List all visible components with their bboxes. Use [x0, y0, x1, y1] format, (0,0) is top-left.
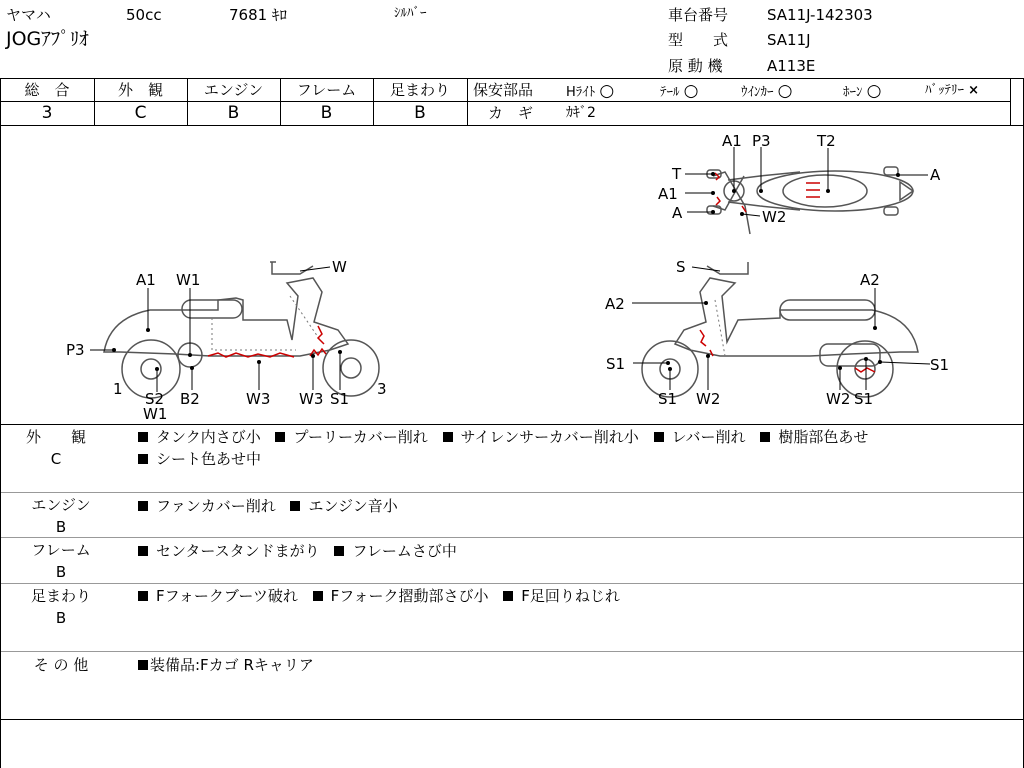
- diagram-label: P3: [66, 341, 85, 359]
- defect-row: [138, 495, 408, 517]
- type-label: 型 式: [668, 31, 729, 49]
- defect-grade-suspension: B: [55, 609, 67, 627]
- divider: [0, 78, 1024, 79]
- engine-label: 原 動 機: [668, 57, 723, 75]
- model-name: JOGｱﾌﾟﾘｵ: [6, 28, 89, 50]
- diagram-label: S: [676, 258, 686, 276]
- divider: [0, 537, 1024, 538]
- diagram-label: A1: [136, 271, 156, 289]
- defect-item: フレームさび中: [352, 542, 457, 560]
- diagram-label: S1: [854, 390, 874, 408]
- frame-no-label: 車台番号: [668, 6, 729, 24]
- bullet-square-icon: [138, 432, 148, 442]
- grade-frame: B: [320, 103, 333, 123]
- defect-list-exterior: [138, 426, 878, 470]
- defect-list-other: [138, 654, 324, 676]
- diagram-label: A: [930, 166, 941, 184]
- defect-item: シート色あせ中: [156, 450, 262, 468]
- defect-item: ファンカバー削れ: [156, 497, 276, 515]
- safety-item-mark: ○: [777, 81, 793, 101]
- defect-item: 装備品:Fカゴ Rキャリア: [150, 656, 314, 674]
- diagram-label: T2: [817, 132, 836, 150]
- grade-header-engine: エンジン: [203, 81, 264, 99]
- defect-list-engine: [138, 495, 408, 517]
- defect-item: タンク内さび小: [156, 428, 261, 446]
- diagram-label: A1: [658, 185, 678, 203]
- grade-engine: B: [227, 103, 240, 123]
- divider: [1010, 78, 1011, 125]
- safety-item-tail: [660, 82, 698, 102]
- grade-header-suspension: 足まわり: [389, 81, 450, 99]
- grade-header-frame: フレーム: [296, 81, 357, 99]
- safety-item-battery: [925, 82, 979, 100]
- defect-label-frame: フレーム: [31, 541, 91, 559]
- bullet-square-icon: [760, 432, 770, 442]
- diagram-label: A1: [722, 132, 742, 150]
- divider: [0, 424, 1024, 425]
- defect-grade-engine: B: [55, 518, 67, 536]
- defect-label-suspension: 足まわり: [30, 587, 91, 605]
- diagram-label: A: [672, 204, 683, 222]
- safety-item-mark: ○: [599, 81, 615, 101]
- grade-overall: 3: [41, 103, 53, 123]
- defect-row: [138, 448, 878, 470]
- bullet-square-icon: [138, 660, 148, 670]
- defect-row: [138, 585, 630, 607]
- engine-value: A113E: [767, 57, 816, 75]
- defect-item: Fフォーク摺動部さび小: [330, 587, 489, 605]
- safety-item-name: ﾃｰﾙ: [660, 85, 680, 100]
- scooter-top-view: [707, 167, 913, 234]
- bullet-square-icon: [138, 501, 148, 511]
- diagram-label: W2: [826, 390, 851, 408]
- diagram-label: S1: [658, 390, 678, 408]
- bullet-square-icon: [334, 546, 344, 556]
- bullet-square-icon: [503, 591, 513, 601]
- defect-grade-exterior: C: [50, 450, 62, 468]
- defect-item: レバー削れ: [671, 428, 746, 446]
- defect-label-engine: エンジン: [31, 496, 91, 514]
- safety-item-name: ﾊﾞｯﾃﾘｰ: [925, 83, 964, 98]
- diagram-label: W2: [696, 390, 721, 408]
- defect-row: [138, 540, 467, 562]
- key-value: ｶｷﾞ2: [566, 105, 596, 121]
- grade-suspension: B: [414, 103, 426, 123]
- grade-header-exterior: 外 観: [117, 81, 163, 99]
- defect-list-suspension: [138, 585, 630, 607]
- safety-item-name: ｳｲﾝｶｰ: [741, 85, 774, 100]
- defect-list-frame: [138, 540, 467, 562]
- diagram-label: W3: [299, 390, 324, 408]
- diagram-label: W2: [762, 208, 787, 226]
- frame-no: SA11J-142303: [767, 6, 873, 24]
- defect-item: プーリーカバー削れ: [293, 428, 428, 446]
- divider: [467, 78, 468, 125]
- maker: ヤマハ: [6, 6, 51, 24]
- diagram-label: 1: [113, 380, 123, 398]
- defect-item: 樹脂部色あせ: [778, 428, 869, 446]
- diagram-label: S1: [606, 355, 626, 373]
- bullet-square-icon: [313, 591, 323, 601]
- border: [0, 78, 1, 768]
- defect-row: [138, 426, 878, 448]
- safety-item-mark: ×: [968, 83, 980, 98]
- displacement: 50cc: [126, 6, 162, 24]
- diagram-label: W3: [246, 390, 271, 408]
- diagram-label: S1: [330, 390, 350, 408]
- divider: [0, 101, 467, 102]
- divider: [0, 583, 1024, 584]
- diagram-label: A2: [605, 295, 625, 313]
- bullet-square-icon: [138, 454, 148, 464]
- defect-item: センタースタンドまがり: [156, 542, 320, 560]
- safety-item-mark: ○: [866, 81, 882, 101]
- defect-label-other: そ の 他: [33, 656, 89, 674]
- bullet-square-icon: [290, 501, 300, 511]
- type-value: SA11J: [767, 31, 811, 49]
- diagram-label: P3: [752, 132, 771, 150]
- defect-label-exterior: 外 観: [25, 428, 86, 446]
- diagram-label: W: [332, 258, 347, 276]
- safety-item-horn: [843, 82, 881, 102]
- grade-header-overall: 総 合: [24, 81, 70, 99]
- diagram-label: A2: [860, 271, 880, 289]
- grade-exterior: C: [134, 103, 147, 123]
- safety-item-winker: [741, 82, 792, 102]
- diagram-label: W1: [143, 405, 168, 423]
- defect-grade-frame: B: [55, 563, 67, 581]
- defect-item: Fフォークブーツ破れ: [156, 587, 298, 605]
- defect-row: [138, 654, 324, 676]
- bullet-square-icon: [275, 432, 285, 442]
- divider: [0, 719, 1024, 720]
- safety-label: 保安部品: [473, 81, 534, 99]
- diagram-label: W1: [176, 271, 201, 289]
- safety-item-name: ﾎｰﾝ: [843, 85, 863, 100]
- defect-item: エンジン音小: [308, 497, 398, 515]
- safety-item-mark: ○: [683, 81, 699, 101]
- bullet-square-icon: [138, 546, 148, 556]
- divider: [0, 492, 1024, 493]
- diagram-label: T: [672, 165, 682, 183]
- defect-item: サイレンサーカバー削れ小: [460, 428, 639, 446]
- key-label: カ ギ: [488, 104, 534, 122]
- divider: [0, 651, 1024, 652]
- diagram-label: S1: [930, 356, 950, 374]
- safety-item-headlight: [566, 82, 614, 102]
- diagram-label: 3: [377, 380, 387, 398]
- defect-item: F足回りねじれ: [521, 587, 620, 605]
- color: ｼﾙﾊﾞｰ: [394, 6, 427, 21]
- bullet-square-icon: [443, 432, 453, 442]
- bullet-square-icon: [138, 591, 148, 601]
- mileage: 7681 ｷﾛ: [229, 6, 287, 24]
- bullet-square-icon: [654, 432, 664, 442]
- safety-item-name: Hﾗｲﾄ: [566, 85, 596, 100]
- divider: [467, 101, 1010, 102]
- diagram-label: S2: [145, 390, 165, 408]
- diagram-label: B2: [180, 390, 200, 408]
